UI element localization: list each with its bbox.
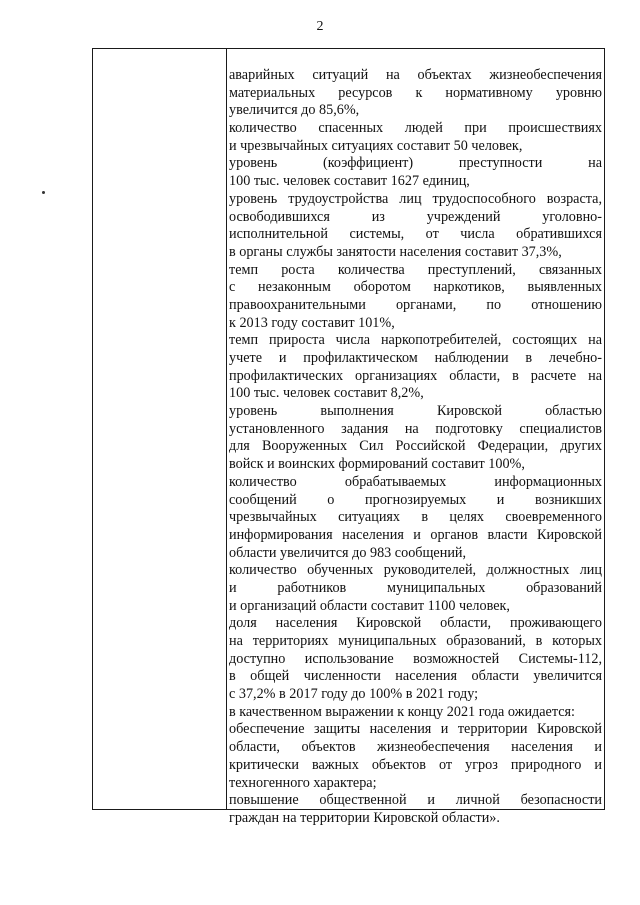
text-line: правоохранительными органами, по отношению: [229, 296, 602, 313]
text-line: для Вооруженных Сил Российской Федерации, других: [229, 438, 602, 455]
text-line: информирования населения и органов власти Кировской: [229, 526, 602, 543]
text-line: учете и профилактическом наблюдении в лечебно-: [229, 350, 602, 366]
text-line: сообщений о прогнозируемых и возникших: [229, 491, 602, 508]
text-line: исполнительной системы, от числа обратившихся: [229, 226, 602, 243]
text-line: и работников муниципальных образований: [229, 579, 602, 596]
text-line: в органы службы занятости населения составит 37,3%,: [229, 243, 562, 260]
text-line: доля населения Кировской области, проживающего: [229, 615, 602, 632]
text-line: темп роста количества преступлений, связанных: [229, 261, 602, 278]
text-line: увеличится до 85,6%,: [229, 102, 360, 119]
text-line: уровень (коэффициент) преступности на: [229, 155, 602, 172]
text-line: количество обрабатываемых информационных: [229, 473, 602, 490]
text-line: критически важных объектов от угроз природного и: [229, 756, 602, 773]
text-line: освободившихся из учреждений уголовно-: [229, 208, 602, 225]
text-line: с 37,2% в 2017 году до 100% в 2021 году;: [229, 686, 479, 703]
text-line: войск и воинских формирований составит 100%,: [229, 456, 525, 473]
text-line: и организаций области составит 1100 человек,: [229, 597, 510, 614]
text-line: на территориях муниципальных образований, в которых: [229, 633, 602, 649]
text-line: 100 тыс. человек составит 8,2%,: [229, 385, 424, 402]
text-line: установленного задания на подготовку специалистов: [229, 420, 602, 437]
text-line: повышение общественной и личной безопасности: [229, 792, 602, 809]
text-line: области, объектов жизнеобеспечения населения и: [229, 739, 602, 756]
text-line: в общей численности населения области увеличится: [229, 668, 602, 685]
text-line: 100 тыс. человек составит 1627 единиц,: [229, 173, 470, 190]
text-line: и чрезвычайных ситуациях составит 50 человек,: [229, 137, 523, 154]
scan-speck: [42, 191, 45, 194]
text-line: профилактических организациях области, в расчете на: [229, 367, 602, 384]
text-line: граждан на территории Кировской области».: [229, 809, 500, 826]
text-line: уровень выполнения Кировской областью: [229, 403, 602, 420]
text-line: количество спасенных людей при происшествиях: [229, 120, 602, 137]
text-line: чрезвычайных ситуациях в целях своевременного: [229, 509, 602, 526]
text-line: в качественном выражении к концу 2021 года ожидается:: [229, 703, 575, 720]
text-line: к 2013 году составит 101%,: [229, 314, 395, 331]
text-line: области увеличится до 983 сообщений,: [229, 544, 467, 561]
text-line: доступно использование возможностей Системы-112,: [229, 650, 602, 667]
table-column-divider: [226, 49, 227, 809]
document-table: [92, 48, 605, 826]
text-line: аварийных ситуаций на объектах жизнеобеспечения: [229, 67, 602, 83]
text-line: техногенного характера;: [229, 774, 377, 791]
page-number: 2: [316, 19, 324, 34]
text-line: материальных ресурсов к нормативному уровню: [229, 84, 602, 101]
text-line: темп прироста числа наркопотребителей, состоящих на: [229, 332, 602, 349]
text-line: обеспечение защиты населения и территории Кировской: [229, 721, 602, 738]
table-left-cell: [93, 49, 226, 809]
table-right-cell: [229, 67, 602, 828]
text-line: количество обученных руководителей, должностных лиц: [229, 562, 602, 579]
text-line: с незаконным оборотом наркотиков, выявленных: [229, 279, 602, 296]
text-line: уровень трудоустройства лиц трудоспособного возраста,: [229, 190, 602, 207]
